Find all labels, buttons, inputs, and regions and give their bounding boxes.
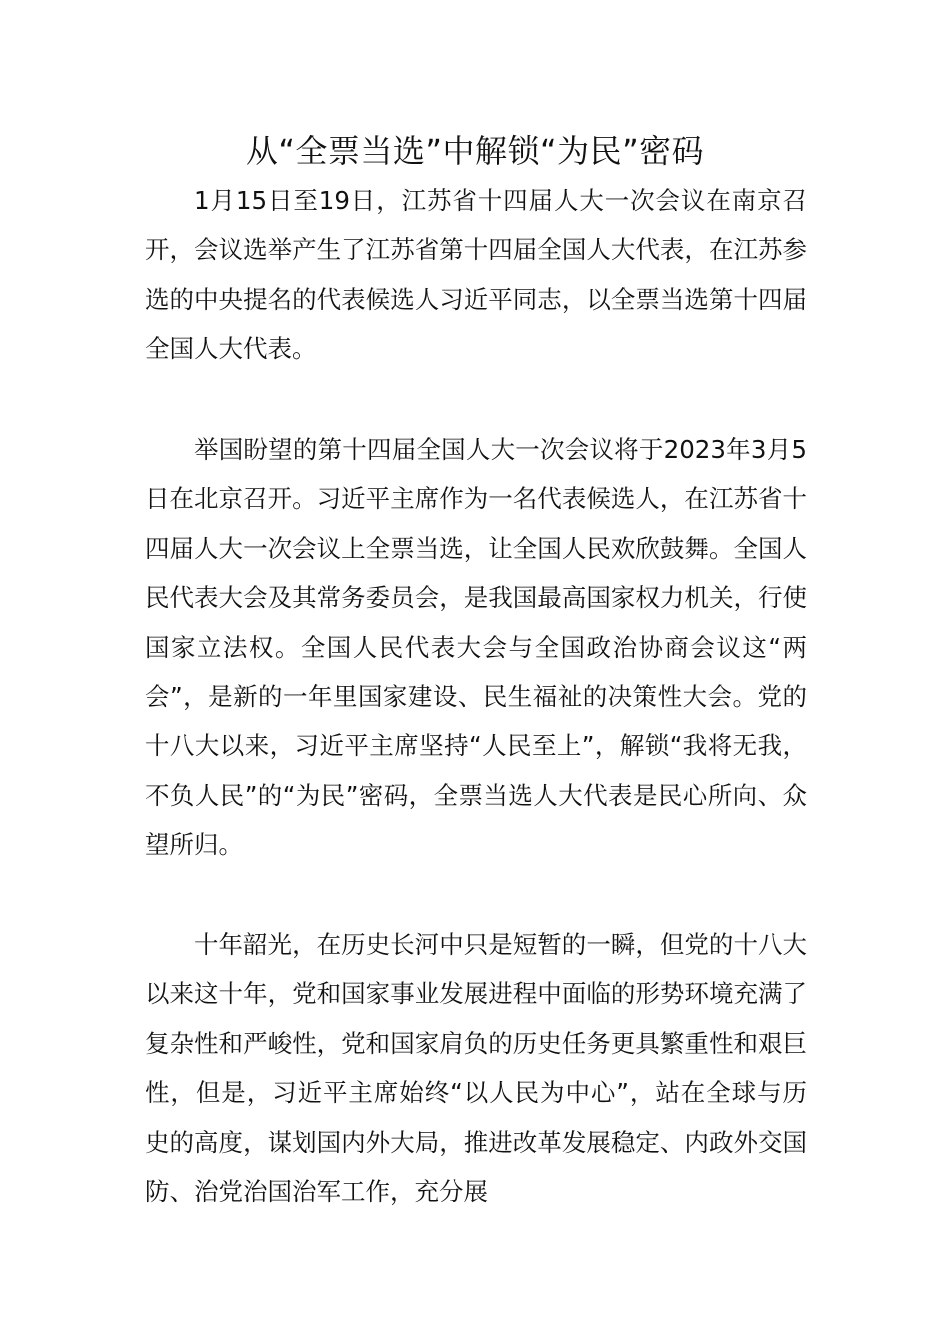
paragraph-2: 举国盼望的第十四届全国人大一次会议将于2023年3月5日在北京召开。习近平主席作为一名代表候选人，在江苏省十四届人大一次会议上全票当选，让全国人民欢欣鼓舞。全国人民代表大会及其常务委员会，是我国最高国家权力机关，行使国家立法权。全国人民代表大会与全国政治协商会议这“两会”，是新的一年里国家建设、民生福祉的决策性大会。党的十八大以来，习近平主席坚持“人民至上”，解锁“我将无我，不负人民”的“为民”密码，全票当选人大代表是民心所向、众望所归。 <box>145 435 807 860</box>
paragraph-3: 十年韶光，在历史长河中只是短暂的一瞬，但党的十八大以来这十年，党和国家事业发展进程中面临的形势环境充满了复杂性和严峻性，党和国家肩负的历史任务更具繁重性和艰巨性，但是，习近平主席始终“以人民为中心”，站在全球与历史的高度，谋划国内外大局，推进改革发展稳定、内政外交国防、治党治国治军工作，充分展 <box>145 930 807 1207</box>
paragraph-1: 1月15日至19日，江苏省十四届人大一次会议在南京召开，会议选举产生了江苏省第十四届全国人大代表，在江苏参选的中央提名的代表候选人习近平同志，以全票当选第十四届全国人大代表。 <box>145 186 807 364</box>
document-title: 从“全票当选”中解锁“为民”密码 <box>245 132 705 170</box>
